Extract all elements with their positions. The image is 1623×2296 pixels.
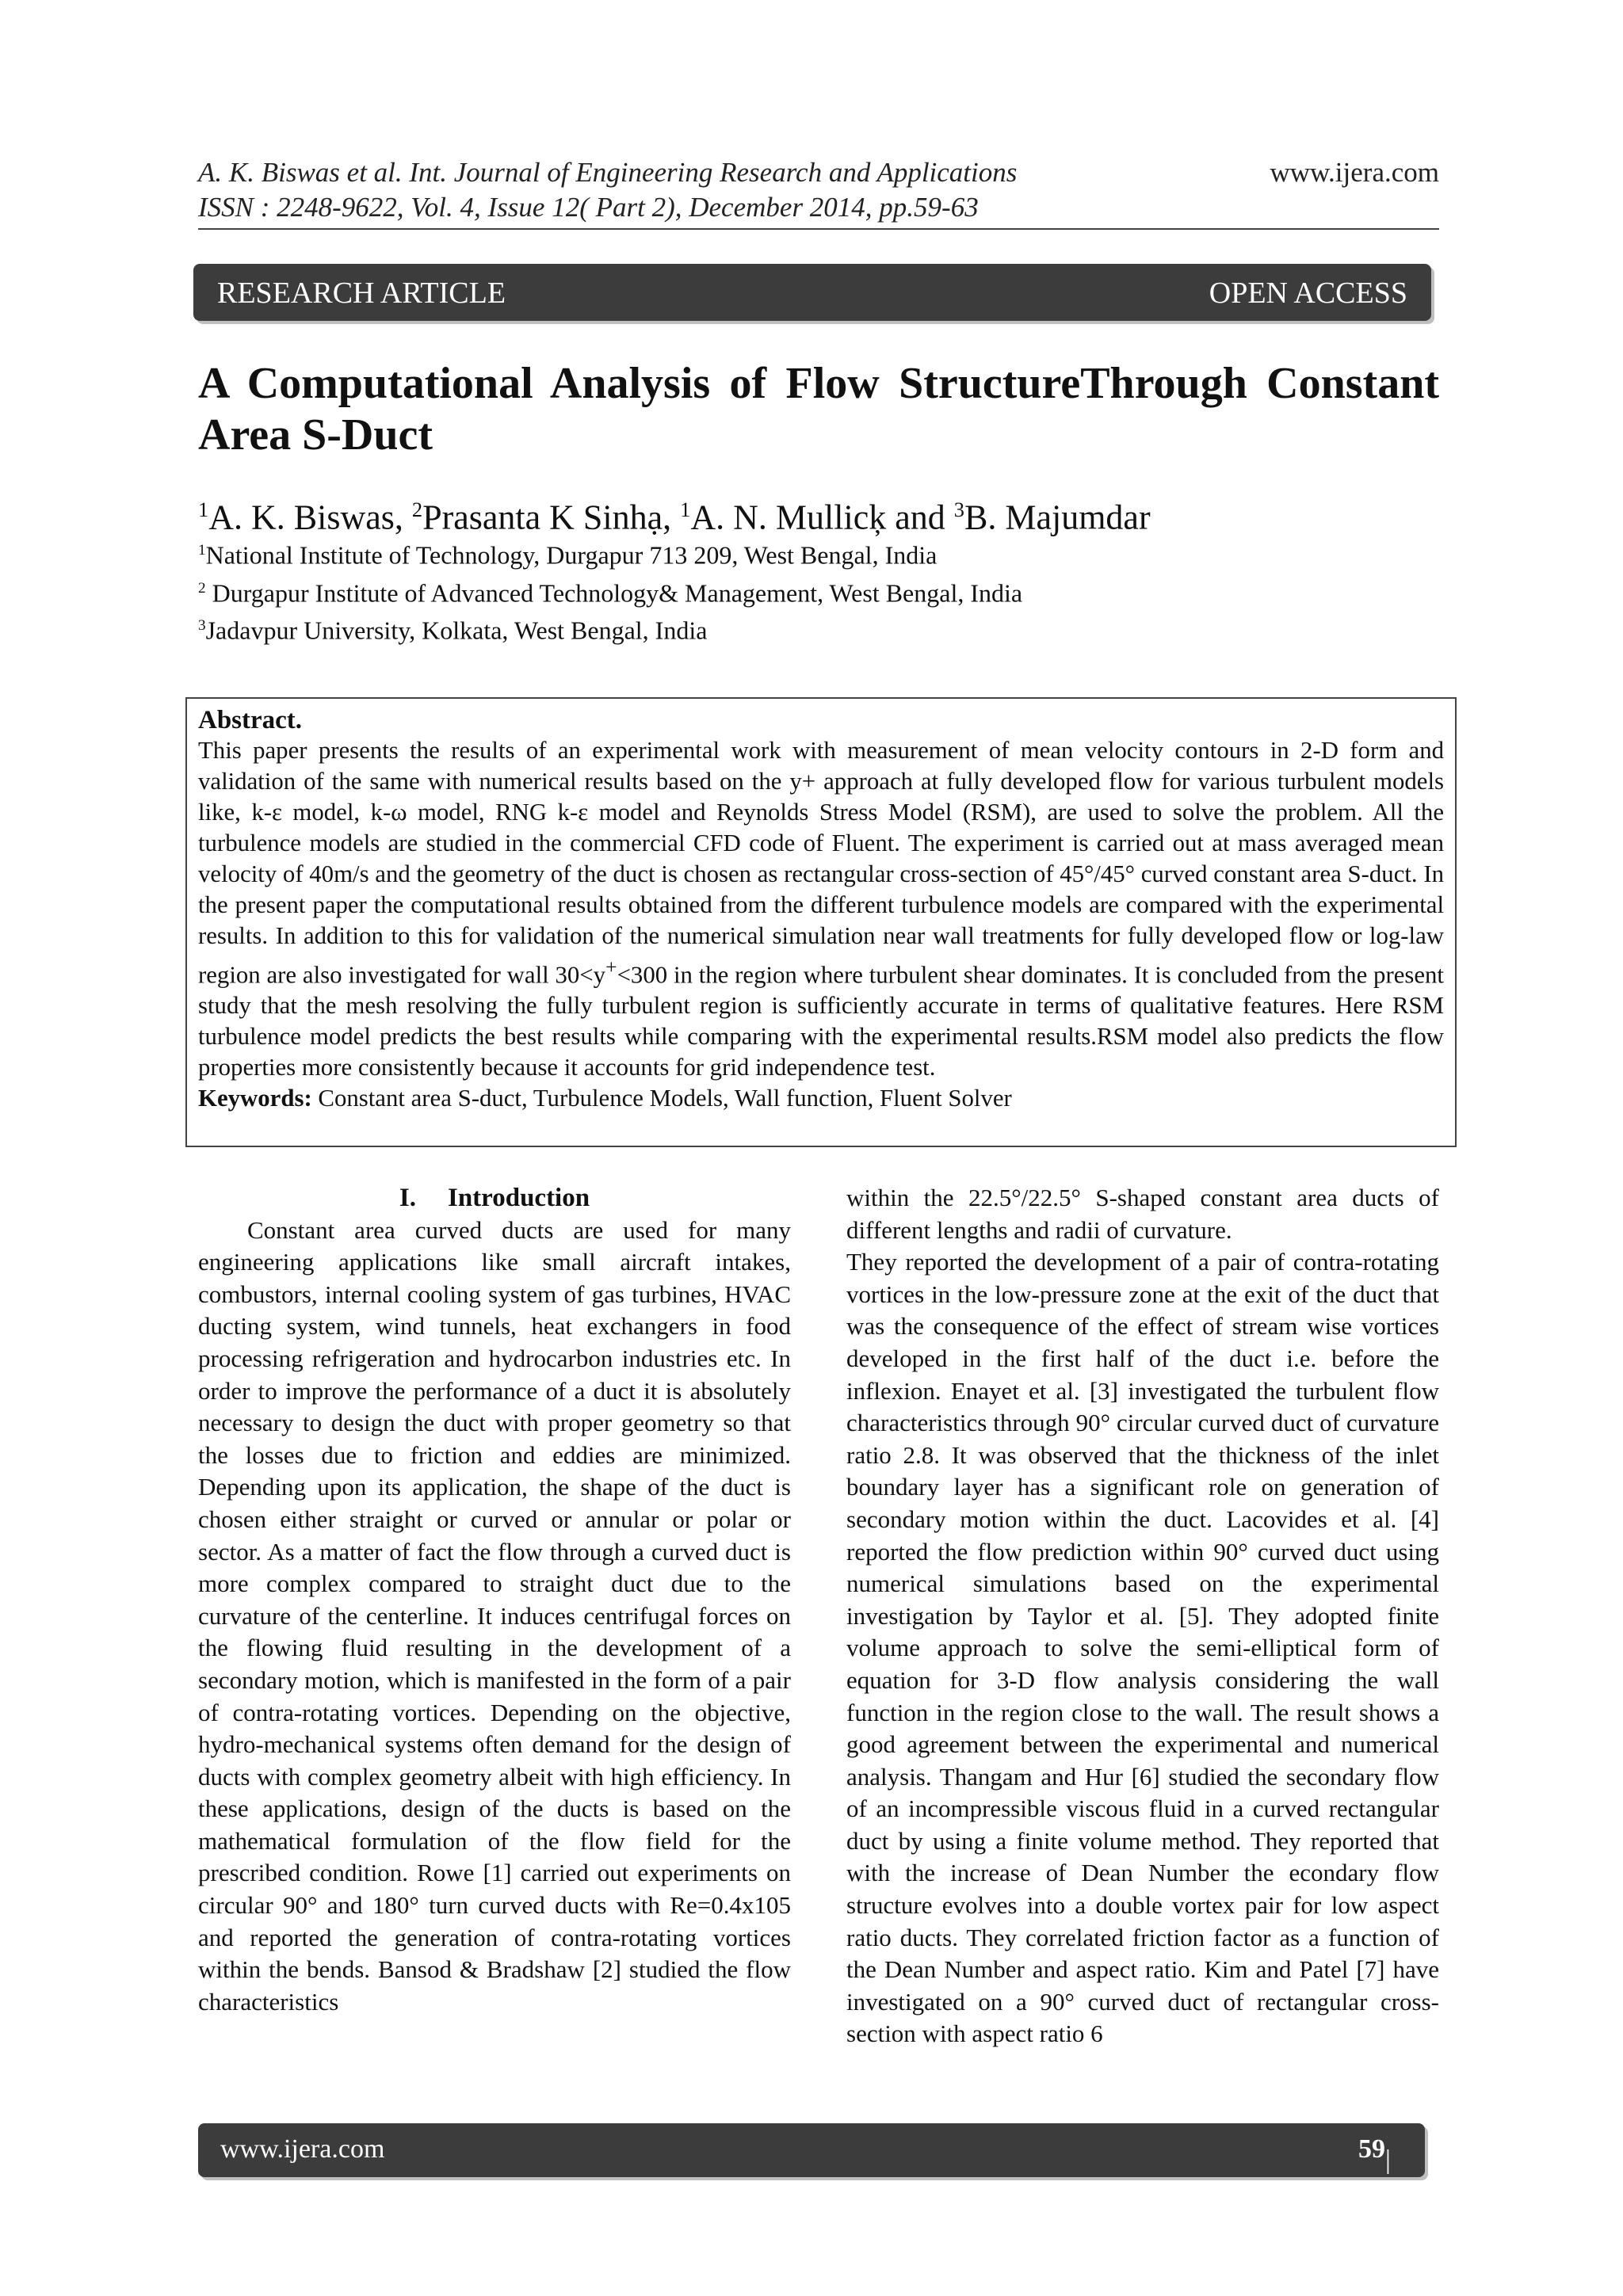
section-title: Introduction <box>447 1184 590 1212</box>
affiliation-text: Jadavpur University, Kolkata, West Bengal, India <box>205 616 708 645</box>
keywords-label: Keywords: <box>198 1085 312 1112</box>
author-affiliation-mark: 1 <box>198 498 209 521</box>
affiliation-mark: 3 <box>198 617 206 635</box>
affiliation-item <box>198 534 1022 572</box>
affiliation-item <box>198 572 1022 610</box>
issn-line: ISSN : 2248-9622, Vol. 4, Issue 12( Part 2), December 2014, pp.59-63 <box>198 192 979 223</box>
author-list <box>198 488 1151 540</box>
intro-paragraph: They reported the development of a pair of contra-rotating vortices in the low-pressure zone at the exit of the duct that was the consequence of the effect of stream wise vortices developed in the first half of the duct i.e. before the inflexion. Enayet et al. [3] investigated the turbulent flow characteristics through 90° circular curved duct of curvature ratio 2.8. It was observed that the thickness of the inlet boundary layer has a significant role on generation of secondary motion within the duct. Lacovides et al. [4] reported the flow prediction within 90° curved duct using numerical simulations based on the experimental investigation by Taylor et al. [5]. They adopted finite volume approach to solve the semi-elliptical form of equation for 3-D flow analysis considering the wall function in the region close to the wall. The result shows a good agreement between the experimental and numerical analysis. Thangam and Hur [6] studied the secondary flow of an incompressible viscous fluid in a curved rectangular duct by using a finite volume method. They reported that with the increase of Dean Number the econdary flow structure evolves into a double vortex pair for low aspect ratio ducts. They correlated friction factor as a function of the Dean Number and aspect ratio. Kim and Patel [7] have investigated on a 90° curved duct of rectangular cross-section with aspect ratio 6 <box>846 1248 1439 2048</box>
research-article-label: RESEARCH ARTICLE <box>217 277 506 310</box>
y-plus-superscript: + <box>605 955 617 978</box>
intro-paragraph: Constant area curved ducts are used for many engineering applications like small aircraft intakes, combustors, internal cooling system of gas turbines, HVAC ducting system, wind tunnels, heat exchangers in food processing refrigeration and hydrocarbon industries etc. In order to improve the performance of a duct it is absolutely necessary to design the duct with proper geometry so that the losses due to friction and eddies are minimized. Depending upon its application, the shape of the duct is chosen either straight or curved or annular or polar or sector. As a matter of fact the flow through a curved duct is more complex compared to straight duct due to the curvature of the centerline. It induces centrifugal forces on the flowing fluid resulting in the development of a secondary motion, which is manifested in the form of a pair of contra-rotating vortices. Depending on the objective, hydro-mechanical systems often demand for the design of ducts with complex geometry albeit with high efficiency. In these applications, design of the ducts is based on the mathematical formulation of the flow field for the prescribed condition. Rowe [1] carried out experiments on circular 90° and 180° turn curved ducts with Re=0.4x105 and reported the generation of contra-rotating vortices within the bends. Bansod & Bradshaw [2] studied the flow characteristics <box>198 1215 791 2016</box>
page-number-value: 59 <box>1358 2134 1385 2164</box>
paper-title: A Computational Analysis of Flow StructureThrough Constant Area S-Duct <box>198 359 1439 460</box>
open-access-label: OPEN ACCESS <box>1209 277 1407 310</box>
affiliation-item <box>198 609 1022 647</box>
right-column <box>846 1182 1439 2050</box>
author-name: A. K. Biswas, <box>208 498 403 537</box>
author-affiliation-mark: 2 <box>411 498 423 521</box>
section-heading-introduction <box>198 1182 791 1215</box>
keywords <box>198 1083 1444 1114</box>
author-name: Prasanta K Sinhạ, <box>422 498 672 537</box>
abstract-box <box>185 697 1457 1147</box>
journal-citation-line: A. K. Biswas et al. Int. Journal of Engineering Research and Applications <box>198 157 1018 188</box>
page-footer <box>198 2123 1425 2295</box>
author-affiliation-mark: 1 <box>680 498 691 521</box>
abstract-text <box>198 735 1444 1083</box>
affiliation-text: Durgapur Institute of Advanced Technology& Management, West Bengal, India <box>205 578 1023 608</box>
intro-paragraph-continued: within the 22.5°/22.5° S-shaped constant area ducts of different lengths and radii of curvature. <box>846 1184 1439 1244</box>
running-header <box>198 155 1439 225</box>
abstract-text-part1: This paper presents the results of an experimental work with measurement of mean velocity contours in 2-D form and validation of the same with numerical results based on the y+ approach at fully developed flow for various turbulent models like, k-ε model, k-ω model, RNG k-ε model and Reynolds Stress Model (RSM), are used to solve the problem. All the turbulence models are studied in the commercial CFD code of Fluent. The experiment is carried out at mass averaged mean velocity of 40m/s and the geometry of the duct is chosen as rectangular cross-section of 45°/45° curved constant area S-duct. In the present paper the computational results obtained from the different turbulence models are compared with the experimental results. In addition to this for validation of the numerical simulation near wall treatments for fully developed flow or log-law region are also investigated for wall 30<y <box>198 737 1444 989</box>
page-label: | P a g e <box>1385 2145 1400 2295</box>
affiliation-mark: 2 <box>198 579 206 597</box>
header-divider <box>198 228 1439 230</box>
author-affiliation-mark: 3 <box>953 498 964 521</box>
footer-website: www.ijera.com <box>220 2134 385 2164</box>
article-type-banner <box>193 264 1431 321</box>
journal-website: www.ijera.com <box>1270 157 1439 188</box>
abstract-heading: Abstract. <box>198 706 303 734</box>
abstract-text-part2: <300 in the region where turbulent shear dominates. It is concluded from the present study that the mesh resolving the fully turbulent region is sufficiently accurate in terms of qualitative features. Here RSM turbulence model predicts the best results while comparing with the experimental results.RSM model also predicts the flow properties more consistently because it accounts for grid independence test. <box>198 961 1444 1081</box>
affiliation-mark: 1 <box>198 542 206 559</box>
page-number <box>1358 2134 1400 2295</box>
author-name: A. N. Mullicķ and <box>690 498 945 537</box>
left-column <box>198 1182 791 2018</box>
author-name: B. Majumdar <box>964 498 1151 537</box>
affiliation-text: National Institute of Technology, Durgapur 713 209, West Bengal, India <box>205 540 938 570</box>
affiliation-list <box>198 534 1022 647</box>
section-number: I. <box>399 1184 416 1212</box>
keywords-text: Constant area S-duct, Turbulence Models, Wall function, Fluent Solver <box>311 1085 1012 1112</box>
